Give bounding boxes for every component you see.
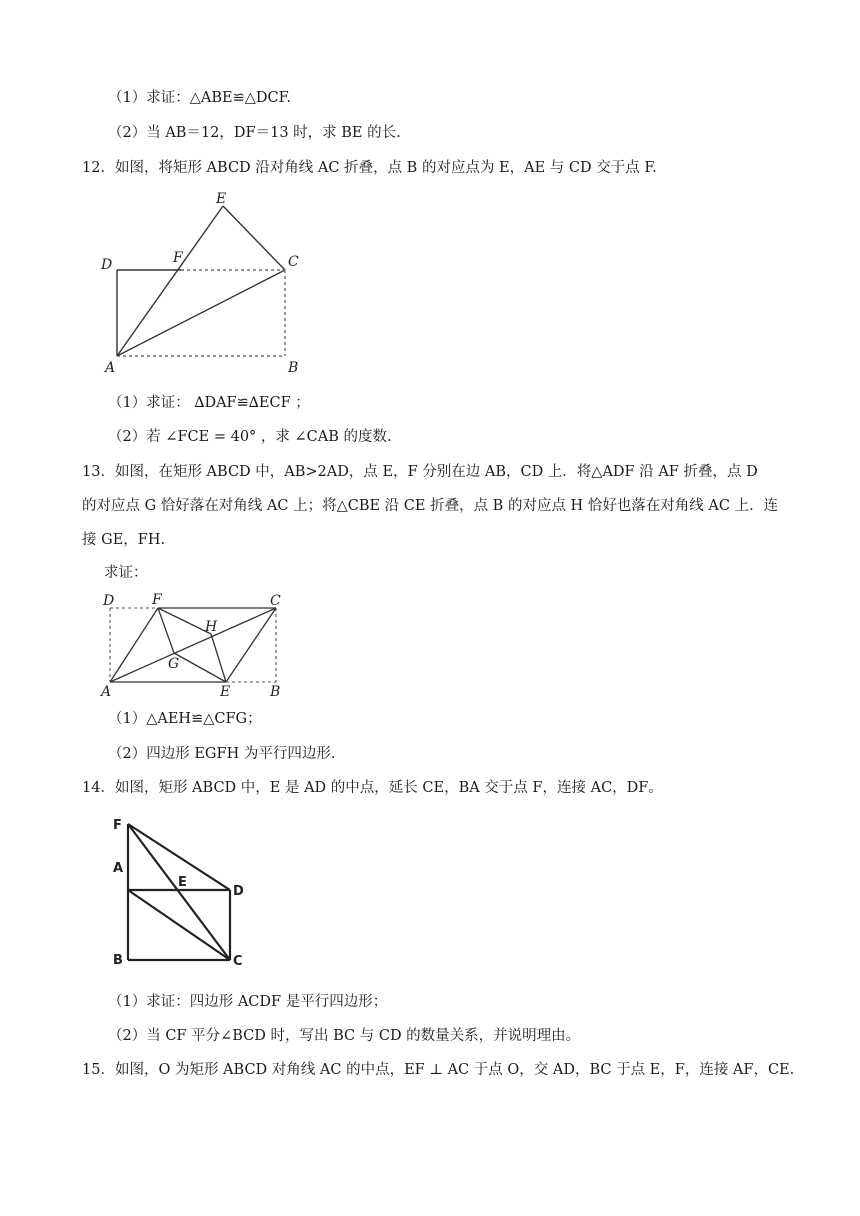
p14-label-F: F: [113, 818, 122, 833]
p13-label-E: E: [220, 684, 231, 700]
p13-label-B: B: [270, 684, 281, 700]
p12-label-F: F: [173, 250, 183, 266]
p12-figure: [95, 190, 315, 380]
p13-sub1: （1）△AEH≌△CFG；: [108, 711, 262, 727]
p14-segment-FC: [128, 824, 230, 960]
p12-sub1: （1）求证： ∆DAF≌∆ECF ；: [108, 395, 310, 411]
p14-label-B: B: [113, 953, 123, 968]
p12-label-A: A: [105, 360, 116, 376]
p12-segment-EC: [223, 206, 285, 270]
p13-label-F: F: [152, 592, 162, 608]
p15-stem: 15．如图，O 为矩形 ABCD 对角线 AC 的中点，EF ⊥ AC 于点 O，交 AD，BC 于点 E，F，连接 AF，CE.: [82, 1062, 795, 1078]
p14-label-E: E: [178, 875, 187, 890]
p12-label-C: C: [288, 254, 299, 270]
p14-sub1: （1）求证：四边形 ACDF 是平行四边形；: [108, 994, 388, 1010]
p11-sub2: （2）当 AB＝12，DF＝13 时，求 BE 的长.: [108, 125, 401, 141]
p13-sub2: （2）四边形 EGFH 为平行四边形.: [108, 746, 336, 762]
p11-sub1: （1）求证：△ABE≌△DCF.: [108, 90, 292, 106]
p12-stem: 12．如图，将矩形 ABCD 沿对角线 AC 折叠，点 B 的对应点为 E，AE 与 CD 交于点 F.: [82, 160, 657, 176]
p12-sub2: （2）若 ∠FCE = 40° ，求 ∠CAB 的度数.: [108, 429, 392, 445]
p14-label-D: D: [233, 884, 244, 899]
p14-label-A: A: [113, 861, 124, 876]
p13-stem-line3: 接 GE，FH.: [82, 532, 166, 548]
p12-label-E: E: [216, 191, 227, 207]
p13-label-D: D: [103, 593, 115, 609]
p14-stem: 14．如图，矩形 ABCD 中，E 是 AD 的中点，延长 CE，BA 交于点 F，连接 AC，DF。: [82, 780, 663, 796]
p12-segment-AE: [117, 206, 223, 356]
p14-sub2: （2）当 CF 平分∠BCD 时，写出 BC 与 CD 的数量关系，并说明理由。: [108, 1028, 581, 1044]
p14-figure: [108, 812, 258, 972]
p13-stem-line1: 13．如图，在矩形 ABCD 中，AB>2AD，点 E，F 分别在边 AB，CD 上．将△ADF 沿 AF 折叠，点 D: [82, 464, 758, 480]
p13-label-C: C: [270, 593, 281, 609]
p13-label-H: H: [205, 619, 218, 635]
p12-label-D: D: [101, 257, 113, 273]
p13-label-A: A: [101, 684, 112, 700]
p13-stem-line2: 的对应点 G 恰好落在对角线 AC 上；将△CBE 沿 CE 折叠，点 B 的对应点 H 恰好也落在对角线 AC 上．连: [82, 498, 779, 514]
p14-segment-AC: [128, 890, 230, 960]
p12-segment-AC: [117, 270, 285, 356]
p14-label-C: C: [233, 954, 243, 969]
p13-label-G: G: [168, 656, 180, 672]
p13-figure: [98, 590, 298, 700]
p12-label-B: B: [288, 360, 299, 376]
p13-prove: 求证：: [104, 565, 148, 581]
